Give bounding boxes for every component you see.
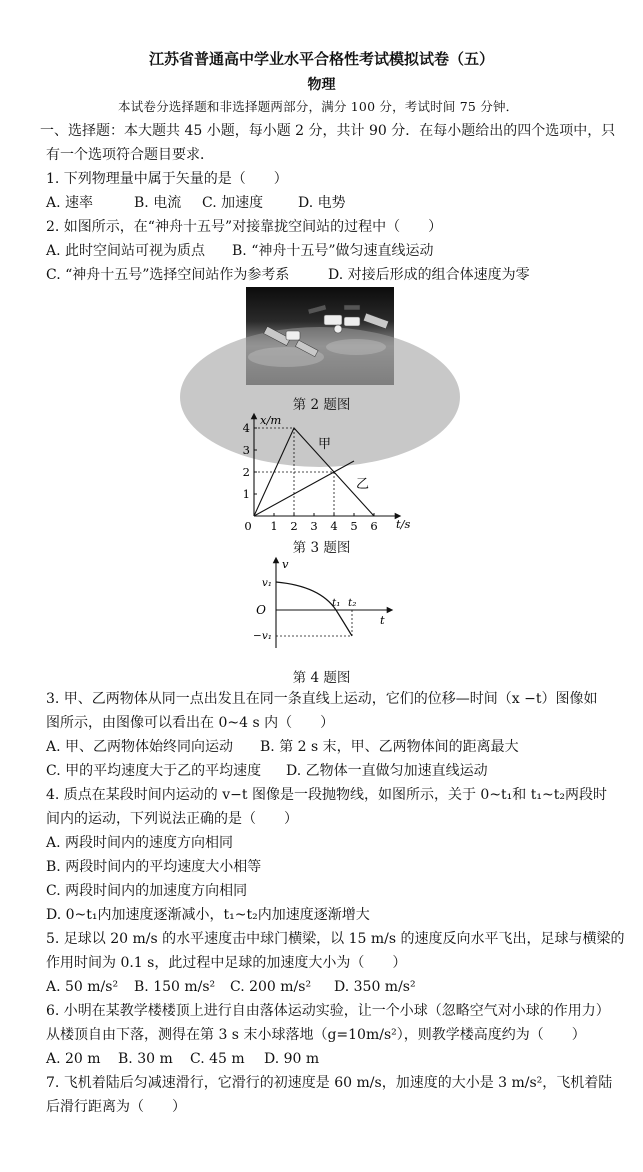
y-tick-label: 4 [242,421,250,435]
series-label-yi: 乙 [356,477,370,492]
y-tick-label: 2 [242,465,250,479]
q6-options [46,1050,319,1068]
q3-option-a: A. 甲、乙两物体始终同向运动 [46,739,234,755]
fig2-caption: 第 2 题图 [292,397,351,413]
q6-option-b: B. 30 m [118,1051,173,1067]
exam-title: 江苏省普通高中学业水平合格性考试模拟试卷（五） [148,50,494,68]
q3-option-c: C. 甲的平均速度大于乙的平均速度 [46,763,262,779]
q4-option-b: B. 两段时间内的平均速度大小相等 [46,859,262,875]
parabola-curve [276,582,352,636]
q3-option-d: D. 乙物体一直做匀加速直线运动 [286,763,488,779]
exam-note: 本试卷分选择题和非选择题两部分，满分 100 分，考试时间 75 分钟． [118,99,519,114]
q2-option-a: A. 此时空间站可视为质点 [46,243,206,259]
q6-stem-line1: 6. 小明在某教学楼楼顶上进行自由落体运动实验，让一个小球（忽略空气对小球的作用力） [46,1003,610,1019]
y-tick-label: 1 [242,487,250,501]
q1-option-c: C. 加速度 [202,195,264,211]
t1-label: t₁ [332,597,341,609]
q6-stem-line2: 从楼顶自由下落，测得在第 3 s 末小球落地（g=10m/s²），则教学楼高度约为（ ） [46,1027,586,1043]
q4-stem-line2: 间内的运动，下列说法正确的是（ ） [46,811,298,827]
fig3-caption: 第 3 题图 [292,540,351,556]
q2-stem: 2. 如图所示，在“神舟十五号”对接靠拢空间站的过程中（ ） [46,219,443,235]
q3-stem-line2: 图所示，由图像可以看出在 0~4 s 内（ ） [46,715,335,731]
series-line-1 [254,461,354,516]
q3-options-ab [46,738,519,756]
q5-option-b: B. 150 m/s² [134,979,216,995]
q1-option-d: D. 电势 [298,195,346,211]
x-tick-label: 1 [270,519,278,533]
vt-graph [250,556,400,652]
q4-option-c: C. 两段时间内的加速度方向相同 [46,883,248,899]
x-tick-label: 4 [330,519,338,533]
xt-graph [238,412,411,533]
y-tick-label: 3 [242,443,250,457]
q4-stem-line1: 4. 质点在某段时间内运动的 v−t 图像是一段抛物线，如图所示，关于 0~t₁和 t₁~t₂两段时 [46,787,607,803]
vt-v-label: v [282,557,289,571]
q4-option-d: D. 0~t₁内加速度逐渐减小，t₁~t₂内加速度逐渐增大 [46,907,370,923]
q1-stem: 1. 下列物理量中属于矢量的是（ ） [46,171,288,187]
section-instructions-line1: 一、选择题：本大题共 45 小题，每小题 2 分，共计 90 分．在每小题给出的四个选项中，只 [40,123,616,139]
space-station-photo [246,287,394,385]
section-instructions-line2: 有一个选项符合题目要求． [46,147,214,163]
x-tick-label: 6 [370,519,378,533]
q5-option-a: A. 50 m/s² [46,979,119,995]
q1-option-a: A. 速率 [46,195,94,211]
q1-options [46,194,346,212]
v1-label: v₁ [261,577,272,589]
subject-title: 物理 [307,77,336,93]
q1-option-b: B. 电流 [134,195,182,211]
xt-y-label: x/m [260,413,282,427]
q5-option-d: D. 350 m/s² [334,979,416,995]
t2-label: t₂ [348,597,357,609]
q3-options-cd [46,762,488,780]
vt-t-label: t [380,613,385,627]
x-tick-label: 0 [244,519,252,533]
origin-label: O [256,603,266,617]
q5-stem-line1: 5. 足球以 20 m/s 的水平速度击中球门横梁，以 15 m/s 的速度反向水平飞出，足球与横梁的 [46,931,625,947]
series-label-jia: 甲 [318,437,332,452]
q3-stem-line1: 3. 甲、乙两物体从同一点出发且在同一条直线上运动，它们的位移—时间（x −t）图像如 [46,691,598,707]
q3-option-b: B. 第 2 s 末，甲、乙两物体间的距离最大 [260,739,519,755]
x-tick-label: 5 [350,519,358,533]
q2-option-b: B. “神舟十五号”做匀速直线运动 [232,243,434,259]
x-tick-label: 3 [310,519,318,533]
q2-options-ab [46,242,434,260]
q5-stem-line2: 作用时间为 0.1 s，此过程中足球的加速度大小为（ ） [46,955,407,971]
q2-option-d: D. 对接后形成的组合体速度为零 [328,267,530,283]
q5-option-c: C. 200 m/s² [230,979,312,995]
q2-options-cd [46,266,530,284]
x-tick-label: 2 [290,519,298,533]
q6-option-c: C. 45 m [190,1051,245,1067]
q7-stem-line1: 7. 飞机着陆后匀减速滑行，它滑行的初速度是 60 m/s，加速度的大小是 3 m/s²，飞机着陆 [46,1075,613,1091]
q2-option-c: C. “神舟十五号”选择空间站作为参考系 [46,267,290,283]
q4-option-a: A. 两段时间内的速度方向相同 [46,835,234,851]
neg-v1-label: −v₁ [253,630,272,642]
q7-stem-line2: 后滑行距离为（ ） [46,1099,186,1115]
q5-options [46,978,416,996]
xt-x-label: t/s [396,517,411,531]
fig4-caption: 第 4 题图 [292,670,351,686]
q6-option-a: A. 20 m [46,1051,101,1067]
q6-option-d: D. 90 m [264,1051,320,1067]
